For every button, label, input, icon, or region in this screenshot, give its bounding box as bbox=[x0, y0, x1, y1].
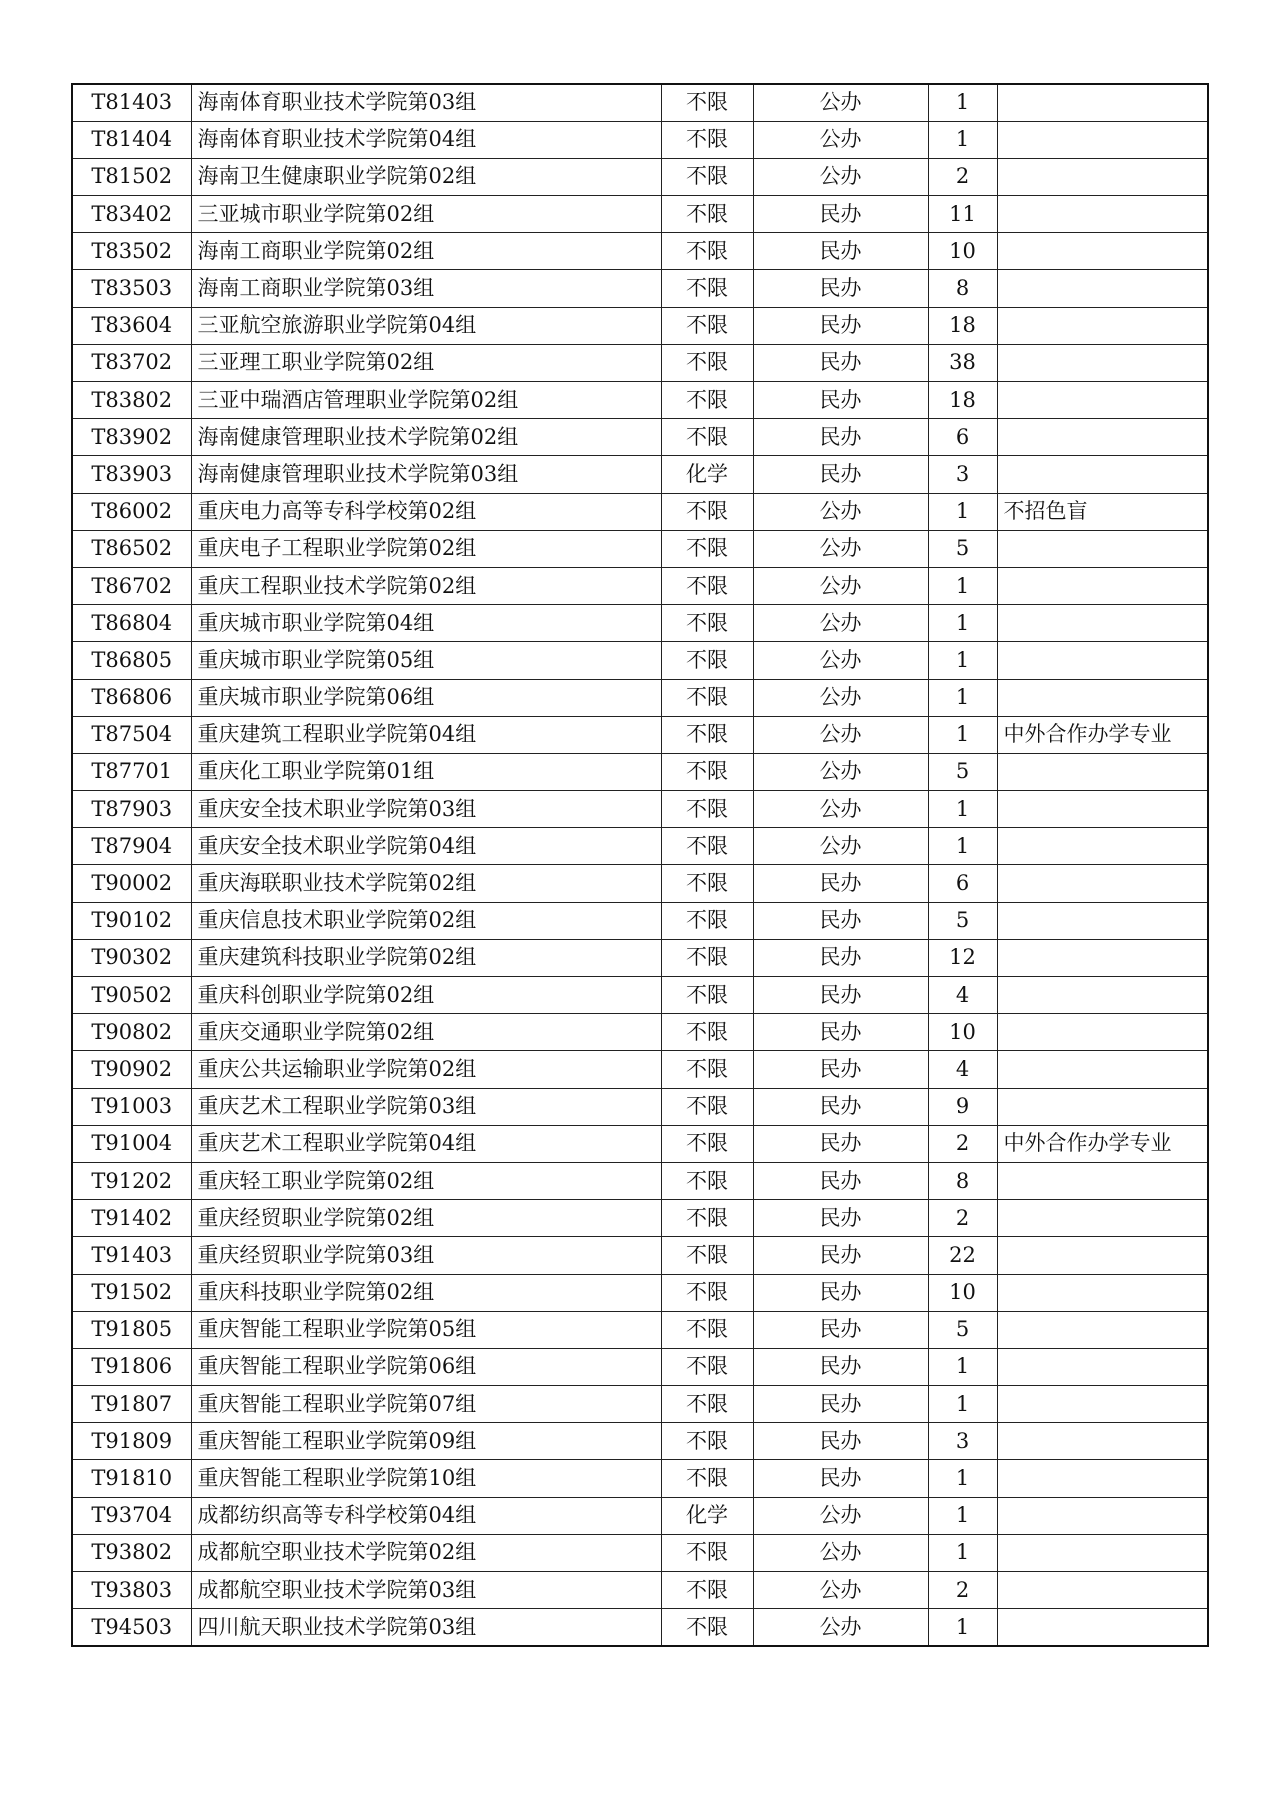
plan-count-cell: 1 bbox=[928, 642, 997, 679]
table-row bbox=[72, 493, 1208, 530]
group-code-cell: T81404 bbox=[72, 121, 191, 158]
group-code-cell: T91202 bbox=[72, 1162, 191, 1199]
school-group-name-cell: 成都航空职业技术学院第03组 bbox=[191, 1572, 661, 1609]
plan-count-cell: 2 bbox=[928, 158, 997, 195]
school-group-name-cell: 重庆智能工程职业学院第07组 bbox=[191, 1386, 661, 1423]
plan-count-cell: 1 bbox=[928, 1609, 997, 1646]
school-group-name-cell: 重庆智能工程职业学院第05组 bbox=[191, 1311, 661, 1348]
group-code-cell: T91809 bbox=[72, 1423, 191, 1460]
plan-count-cell: 1 bbox=[928, 1348, 997, 1385]
remark-cell bbox=[997, 158, 1208, 195]
subject-requirement-cell: 不限 bbox=[661, 828, 753, 865]
plan-count-cell: 11 bbox=[928, 196, 997, 233]
school-type-cell: 民办 bbox=[753, 270, 928, 307]
plan-count-cell: 5 bbox=[928, 1311, 997, 1348]
remark-cell bbox=[997, 233, 1208, 270]
school-group-name-cell: 重庆城市职业学院第06组 bbox=[191, 679, 661, 716]
group-code-cell: T91004 bbox=[72, 1125, 191, 1162]
group-code-cell: T86805 bbox=[72, 642, 191, 679]
remark-cell bbox=[997, 1534, 1208, 1571]
group-code-cell: T90302 bbox=[72, 939, 191, 976]
group-code-cell: T90802 bbox=[72, 1014, 191, 1051]
school-type-cell: 公办 bbox=[753, 1497, 928, 1534]
subject-requirement-cell: 不限 bbox=[661, 344, 753, 381]
school-group-name-cell: 四川航天职业技术学院第03组 bbox=[191, 1609, 661, 1646]
remark-cell bbox=[997, 1609, 1208, 1646]
subject-requirement-cell: 不限 bbox=[661, 1162, 753, 1199]
table-row bbox=[72, 716, 1208, 753]
table-row bbox=[72, 1460, 1208, 1497]
remark-cell bbox=[997, 1311, 1208, 1348]
subject-requirement-cell: 不限 bbox=[661, 233, 753, 270]
school-type-cell: 民办 bbox=[753, 307, 928, 344]
subject-requirement-cell: 不限 bbox=[661, 716, 753, 753]
plan-count-cell: 3 bbox=[928, 456, 997, 493]
school-group-name-cell: 海南体育职业技术学院第04组 bbox=[191, 121, 661, 158]
remark-cell bbox=[997, 84, 1208, 121]
remark-cell bbox=[997, 1014, 1208, 1051]
remark-cell bbox=[997, 530, 1208, 567]
plan-count-cell: 5 bbox=[928, 530, 997, 567]
school-group-name-cell: 三亚中瑞酒店管理职业学院第02组 bbox=[191, 382, 661, 419]
table-row bbox=[72, 382, 1208, 419]
table-row bbox=[72, 753, 1208, 790]
plan-count-cell: 8 bbox=[928, 270, 997, 307]
plan-count-cell: 3 bbox=[928, 1423, 997, 1460]
remark-cell: 中外合作办学专业 bbox=[997, 1125, 1208, 1162]
remark-cell bbox=[997, 1423, 1208, 1460]
plan-count-cell: 1 bbox=[928, 1460, 997, 1497]
group-code-cell: T86502 bbox=[72, 530, 191, 567]
remark-cell bbox=[997, 642, 1208, 679]
school-group-name-cell: 海南体育职业技术学院第03组 bbox=[191, 84, 661, 121]
table-row bbox=[72, 1348, 1208, 1385]
school-group-name-cell: 重庆科创职业学院第02组 bbox=[191, 977, 661, 1014]
plan-count-cell: 18 bbox=[928, 307, 997, 344]
remark-cell bbox=[997, 828, 1208, 865]
table-row bbox=[72, 419, 1208, 456]
remark-cell bbox=[997, 307, 1208, 344]
school-type-cell: 民办 bbox=[753, 1237, 928, 1274]
school-group-name-cell: 重庆智能工程职业学院第06组 bbox=[191, 1348, 661, 1385]
school-group-name-cell: 重庆城市职业学院第05组 bbox=[191, 642, 661, 679]
remark-cell bbox=[997, 567, 1208, 604]
school-group-name-cell: 重庆经贸职业学院第02组 bbox=[191, 1200, 661, 1237]
remark-cell bbox=[997, 1051, 1208, 1088]
plan-count-cell: 4 bbox=[928, 977, 997, 1014]
group-code-cell: T86806 bbox=[72, 679, 191, 716]
remark-cell bbox=[997, 344, 1208, 381]
school-group-name-cell: 重庆安全技术职业学院第03组 bbox=[191, 791, 661, 828]
group-code-cell: T81502 bbox=[72, 158, 191, 195]
table-row bbox=[72, 307, 1208, 344]
table-row bbox=[72, 679, 1208, 716]
group-code-cell: T86002 bbox=[72, 493, 191, 530]
remark-cell bbox=[997, 902, 1208, 939]
plan-count-cell: 1 bbox=[928, 1386, 997, 1423]
table-row bbox=[72, 1014, 1208, 1051]
school-type-cell: 公办 bbox=[753, 84, 928, 121]
plan-count-cell: 38 bbox=[928, 344, 997, 381]
school-type-cell: 公办 bbox=[753, 158, 928, 195]
school-type-cell: 公办 bbox=[753, 679, 928, 716]
plan-count-cell: 18 bbox=[928, 382, 997, 419]
plan-count-cell: 10 bbox=[928, 233, 997, 270]
plan-count-cell: 6 bbox=[928, 419, 997, 456]
subject-requirement-cell: 不限 bbox=[661, 1237, 753, 1274]
school-type-cell: 民办 bbox=[753, 1423, 928, 1460]
subject-requirement-cell: 不限 bbox=[661, 419, 753, 456]
school-type-cell: 民办 bbox=[753, 344, 928, 381]
remark-cell bbox=[997, 1088, 1208, 1125]
subject-requirement-cell: 不限 bbox=[661, 791, 753, 828]
subject-requirement-cell: 不限 bbox=[661, 121, 753, 158]
table-row bbox=[72, 865, 1208, 902]
table-row bbox=[72, 1237, 1208, 1274]
remark-cell: 中外合作办学专业 bbox=[997, 716, 1208, 753]
table-row bbox=[72, 1497, 1208, 1534]
remark-cell bbox=[997, 270, 1208, 307]
school-type-cell: 公办 bbox=[753, 493, 928, 530]
subject-requirement-cell: 不限 bbox=[661, 679, 753, 716]
school-group-name-cell: 重庆轻工职业学院第02组 bbox=[191, 1162, 661, 1199]
plan-count-cell: 1 bbox=[928, 1534, 997, 1571]
remark-cell bbox=[997, 791, 1208, 828]
table-row bbox=[72, 1162, 1208, 1199]
school-type-cell: 民办 bbox=[753, 1125, 928, 1162]
school-group-name-cell: 重庆智能工程职业学院第09组 bbox=[191, 1423, 661, 1460]
school-type-cell: 民办 bbox=[753, 1014, 928, 1051]
subject-requirement-cell: 不限 bbox=[661, 753, 753, 790]
subject-requirement-cell: 不限 bbox=[661, 270, 753, 307]
admission-table-sheet bbox=[71, 83, 1207, 1647]
group-code-cell: T91402 bbox=[72, 1200, 191, 1237]
subject-requirement-cell: 不限 bbox=[661, 158, 753, 195]
subject-requirement-cell: 不限 bbox=[661, 1311, 753, 1348]
admission-table bbox=[71, 83, 1209, 1647]
subject-requirement-cell: 不限 bbox=[661, 84, 753, 121]
subject-requirement-cell: 不限 bbox=[661, 939, 753, 976]
subject-requirement-cell: 不限 bbox=[661, 307, 753, 344]
plan-count-cell: 10 bbox=[928, 1274, 997, 1311]
school-type-cell: 公办 bbox=[753, 530, 928, 567]
table-row bbox=[72, 1274, 1208, 1311]
remark-cell bbox=[997, 1237, 1208, 1274]
subject-requirement-cell: 不限 bbox=[661, 865, 753, 902]
school-group-name-cell: 海南健康管理职业技术学院第02组 bbox=[191, 419, 661, 456]
plan-count-cell: 1 bbox=[928, 567, 997, 604]
school-type-cell: 公办 bbox=[753, 605, 928, 642]
subject-requirement-cell: 不限 bbox=[661, 1051, 753, 1088]
table-row bbox=[72, 902, 1208, 939]
school-group-name-cell: 重庆艺术工程职业学院第04组 bbox=[191, 1125, 661, 1162]
school-type-cell: 民办 bbox=[753, 1348, 928, 1385]
subject-requirement-cell: 不限 bbox=[661, 567, 753, 604]
plan-count-cell: 22 bbox=[928, 1237, 997, 1274]
group-code-cell: T94503 bbox=[72, 1609, 191, 1646]
plan-count-cell: 10 bbox=[928, 1014, 997, 1051]
group-code-cell: T83702 bbox=[72, 344, 191, 381]
school-type-cell: 民办 bbox=[753, 1162, 928, 1199]
school-group-name-cell: 重庆城市职业学院第04组 bbox=[191, 605, 661, 642]
school-group-name-cell: 重庆信息技术职业学院第02组 bbox=[191, 902, 661, 939]
group-code-cell: T91003 bbox=[72, 1088, 191, 1125]
group-code-cell: T90102 bbox=[72, 902, 191, 939]
group-code-cell: T91806 bbox=[72, 1348, 191, 1385]
table-row bbox=[72, 233, 1208, 270]
school-type-cell: 公办 bbox=[753, 828, 928, 865]
school-type-cell: 民办 bbox=[753, 1386, 928, 1423]
table-row bbox=[72, 84, 1208, 121]
school-group-name-cell: 海南工商职业学院第03组 bbox=[191, 270, 661, 307]
group-code-cell: T83503 bbox=[72, 270, 191, 307]
group-code-cell: T86804 bbox=[72, 605, 191, 642]
table-row bbox=[72, 1423, 1208, 1460]
school-type-cell: 公办 bbox=[753, 716, 928, 753]
school-group-name-cell: 重庆建筑科技职业学院第02组 bbox=[191, 939, 661, 976]
subject-requirement-cell: 不限 bbox=[661, 1014, 753, 1051]
table-row bbox=[72, 642, 1208, 679]
school-group-name-cell: 成都纺织高等专科学校第04组 bbox=[191, 1497, 661, 1534]
plan-count-cell: 1 bbox=[928, 1497, 997, 1534]
school-group-name-cell: 重庆建筑工程职业学院第04组 bbox=[191, 716, 661, 753]
group-code-cell: T87701 bbox=[72, 753, 191, 790]
table-row bbox=[72, 828, 1208, 865]
table-row bbox=[72, 605, 1208, 642]
school-type-cell: 民办 bbox=[753, 902, 928, 939]
plan-count-cell: 2 bbox=[928, 1200, 997, 1237]
school-type-cell: 民办 bbox=[753, 196, 928, 233]
table-row bbox=[72, 530, 1208, 567]
school-group-name-cell: 重庆智能工程职业学院第10组 bbox=[191, 1460, 661, 1497]
school-group-name-cell: 重庆工程职业技术学院第02组 bbox=[191, 567, 661, 604]
plan-count-cell: 1 bbox=[928, 716, 997, 753]
subject-requirement-cell: 不限 bbox=[661, 1423, 753, 1460]
subject-requirement-cell: 不限 bbox=[661, 1348, 753, 1385]
group-code-cell: T83604 bbox=[72, 307, 191, 344]
school-type-cell: 公办 bbox=[753, 121, 928, 158]
plan-count-cell: 5 bbox=[928, 753, 997, 790]
table-row bbox=[72, 1200, 1208, 1237]
table-row bbox=[72, 791, 1208, 828]
school-type-cell: 民办 bbox=[753, 1051, 928, 1088]
group-code-cell: T91502 bbox=[72, 1274, 191, 1311]
plan-count-cell: 4 bbox=[928, 1051, 997, 1088]
subject-requirement-cell: 不限 bbox=[661, 1200, 753, 1237]
school-type-cell: 民办 bbox=[753, 1460, 928, 1497]
subject-requirement-cell: 不限 bbox=[661, 605, 753, 642]
plan-count-cell: 2 bbox=[928, 1572, 997, 1609]
school-group-name-cell: 重庆经贸职业学院第03组 bbox=[191, 1237, 661, 1274]
remark-cell bbox=[997, 419, 1208, 456]
school-group-name-cell: 重庆化工职业学院第01组 bbox=[191, 753, 661, 790]
remark-cell bbox=[997, 605, 1208, 642]
plan-count-cell: 1 bbox=[928, 84, 997, 121]
group-code-cell: T91805 bbox=[72, 1311, 191, 1348]
group-code-cell: T93704 bbox=[72, 1497, 191, 1534]
school-type-cell: 公办 bbox=[753, 1572, 928, 1609]
school-type-cell: 民办 bbox=[753, 382, 928, 419]
remark-cell bbox=[997, 1348, 1208, 1385]
school-group-name-cell: 海南健康管理职业技术学院第03组 bbox=[191, 456, 661, 493]
plan-count-cell: 12 bbox=[928, 939, 997, 976]
remark-cell bbox=[997, 753, 1208, 790]
remark-cell: 不招色盲 bbox=[997, 493, 1208, 530]
group-code-cell: T83802 bbox=[72, 382, 191, 419]
subject-requirement-cell: 化学 bbox=[661, 456, 753, 493]
remark-cell bbox=[997, 1200, 1208, 1237]
remark-cell bbox=[997, 1162, 1208, 1199]
school-group-name-cell: 重庆交通职业学院第02组 bbox=[191, 1014, 661, 1051]
table-row bbox=[72, 977, 1208, 1014]
school-type-cell: 公办 bbox=[753, 567, 928, 604]
table-row bbox=[72, 456, 1208, 493]
school-group-name-cell: 成都航空职业技术学院第02组 bbox=[191, 1534, 661, 1571]
remark-cell bbox=[997, 1274, 1208, 1311]
subject-requirement-cell: 不限 bbox=[661, 642, 753, 679]
school-type-cell: 民办 bbox=[753, 939, 928, 976]
school-type-cell: 公办 bbox=[753, 791, 928, 828]
subject-requirement-cell: 化学 bbox=[661, 1497, 753, 1534]
subject-requirement-cell: 不限 bbox=[661, 196, 753, 233]
school-type-cell: 民办 bbox=[753, 1088, 928, 1125]
school-type-cell: 民办 bbox=[753, 1200, 928, 1237]
school-type-cell: 民办 bbox=[753, 456, 928, 493]
school-group-name-cell: 重庆电子工程职业学院第02组 bbox=[191, 530, 661, 567]
remark-cell bbox=[997, 196, 1208, 233]
group-code-cell: T83903 bbox=[72, 456, 191, 493]
school-group-name-cell: 三亚理工职业学院第02组 bbox=[191, 344, 661, 381]
table-row bbox=[72, 270, 1208, 307]
group-code-cell: T81403 bbox=[72, 84, 191, 121]
subject-requirement-cell: 不限 bbox=[661, 530, 753, 567]
school-type-cell: 民办 bbox=[753, 233, 928, 270]
table-row bbox=[72, 1386, 1208, 1423]
table-row bbox=[72, 121, 1208, 158]
plan-count-cell: 9 bbox=[928, 1088, 997, 1125]
subject-requirement-cell: 不限 bbox=[661, 1609, 753, 1646]
subject-requirement-cell: 不限 bbox=[661, 1534, 753, 1571]
group-code-cell: T91810 bbox=[72, 1460, 191, 1497]
group-code-cell: T87904 bbox=[72, 828, 191, 865]
remark-cell bbox=[997, 977, 1208, 1014]
plan-count-cell: 1 bbox=[928, 493, 997, 530]
group-code-cell: T87903 bbox=[72, 791, 191, 828]
table-row bbox=[72, 1051, 1208, 1088]
table-body bbox=[72, 84, 1208, 1646]
subject-requirement-cell: 不限 bbox=[661, 1274, 753, 1311]
school-type-cell: 民办 bbox=[753, 419, 928, 456]
remark-cell bbox=[997, 939, 1208, 976]
table-row bbox=[72, 196, 1208, 233]
table-row bbox=[72, 1088, 1208, 1125]
school-group-name-cell: 重庆科技职业学院第02组 bbox=[191, 1274, 661, 1311]
plan-count-cell: 1 bbox=[928, 121, 997, 158]
group-code-cell: T93802 bbox=[72, 1534, 191, 1571]
school-group-name-cell: 重庆电力高等专科学校第02组 bbox=[191, 493, 661, 530]
school-type-cell: 公办 bbox=[753, 1609, 928, 1646]
table-row bbox=[72, 1125, 1208, 1162]
plan-count-cell: 1 bbox=[928, 605, 997, 642]
group-code-cell: T83902 bbox=[72, 419, 191, 456]
group-code-cell: T83402 bbox=[72, 196, 191, 233]
remark-cell bbox=[997, 1386, 1208, 1423]
school-type-cell: 公办 bbox=[753, 642, 928, 679]
subject-requirement-cell: 不限 bbox=[661, 1460, 753, 1497]
plan-count-cell: 2 bbox=[928, 1125, 997, 1162]
subject-requirement-cell: 不限 bbox=[661, 1572, 753, 1609]
school-group-name-cell: 重庆海联职业技术学院第02组 bbox=[191, 865, 661, 902]
plan-count-cell: 1 bbox=[928, 828, 997, 865]
school-type-cell: 民办 bbox=[753, 1274, 928, 1311]
school-type-cell: 公办 bbox=[753, 1534, 928, 1571]
group-code-cell: T90902 bbox=[72, 1051, 191, 1088]
remark-cell bbox=[997, 865, 1208, 902]
subject-requirement-cell: 不限 bbox=[661, 1386, 753, 1423]
group-code-cell: T83502 bbox=[72, 233, 191, 270]
group-code-cell: T90502 bbox=[72, 977, 191, 1014]
remark-cell bbox=[997, 1572, 1208, 1609]
plan-count-cell: 1 bbox=[928, 791, 997, 828]
remark-cell bbox=[997, 1460, 1208, 1497]
group-code-cell: T91403 bbox=[72, 1237, 191, 1274]
remark-cell bbox=[997, 679, 1208, 716]
school-group-name-cell: 重庆艺术工程职业学院第03组 bbox=[191, 1088, 661, 1125]
school-group-name-cell: 三亚航空旅游职业学院第04组 bbox=[191, 307, 661, 344]
school-type-cell: 民办 bbox=[753, 865, 928, 902]
table-row bbox=[72, 939, 1208, 976]
school-group-name-cell: 重庆安全技术职业学院第04组 bbox=[191, 828, 661, 865]
plan-count-cell: 1 bbox=[928, 679, 997, 716]
remark-cell bbox=[997, 382, 1208, 419]
subject-requirement-cell: 不限 bbox=[661, 1125, 753, 1162]
school-group-name-cell: 重庆公共运输职业学院第02组 bbox=[191, 1051, 661, 1088]
remark-cell bbox=[997, 121, 1208, 158]
remark-cell bbox=[997, 1497, 1208, 1534]
table-row bbox=[72, 1572, 1208, 1609]
group-code-cell: T91807 bbox=[72, 1386, 191, 1423]
group-code-cell: T86702 bbox=[72, 567, 191, 604]
subject-requirement-cell: 不限 bbox=[661, 493, 753, 530]
table-row bbox=[72, 158, 1208, 195]
table-row bbox=[72, 1311, 1208, 1348]
subject-requirement-cell: 不限 bbox=[661, 977, 753, 1014]
subject-requirement-cell: 不限 bbox=[661, 1088, 753, 1125]
table-row bbox=[72, 567, 1208, 604]
remark-cell bbox=[997, 456, 1208, 493]
school-type-cell: 公办 bbox=[753, 753, 928, 790]
subject-requirement-cell: 不限 bbox=[661, 902, 753, 939]
plan-count-cell: 6 bbox=[928, 865, 997, 902]
school-group-name-cell: 三亚城市职业学院第02组 bbox=[191, 196, 661, 233]
school-group-name-cell: 海南工商职业学院第02组 bbox=[191, 233, 661, 270]
group-code-cell: T90002 bbox=[72, 865, 191, 902]
plan-count-cell: 8 bbox=[928, 1162, 997, 1199]
subject-requirement-cell: 不限 bbox=[661, 382, 753, 419]
school-group-name-cell: 海南卫生健康职业学院第02组 bbox=[191, 158, 661, 195]
school-type-cell: 民办 bbox=[753, 1311, 928, 1348]
group-code-cell: T93803 bbox=[72, 1572, 191, 1609]
table-row bbox=[72, 344, 1208, 381]
plan-count-cell: 5 bbox=[928, 902, 997, 939]
table-row bbox=[72, 1534, 1208, 1571]
school-type-cell: 民办 bbox=[753, 977, 928, 1014]
group-code-cell: T87504 bbox=[72, 716, 191, 753]
table-row bbox=[72, 1609, 1208, 1646]
